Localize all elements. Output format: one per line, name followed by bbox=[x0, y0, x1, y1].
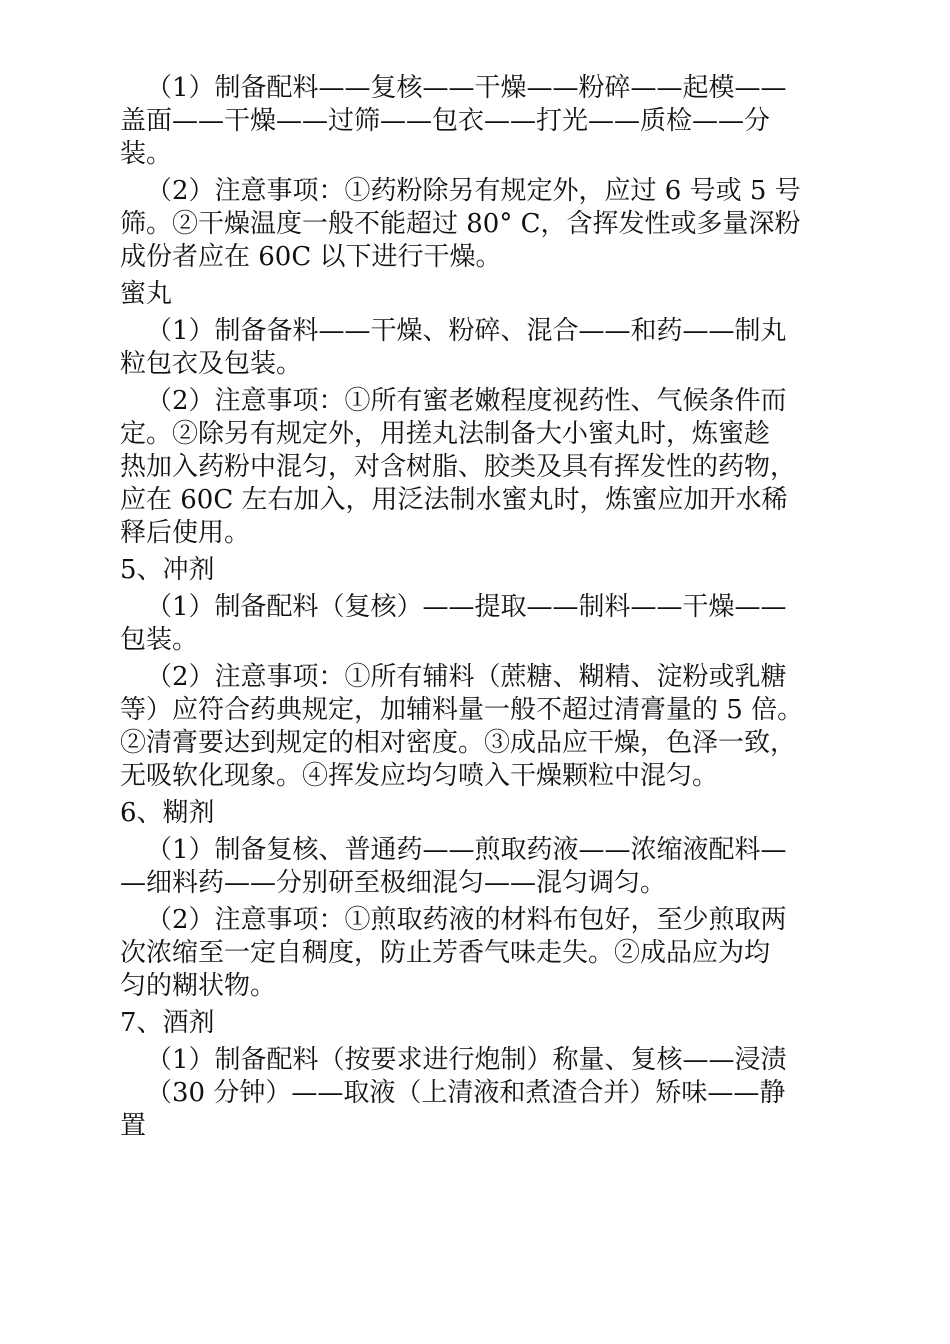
text-line: （1）制备配料——复核——干燥——粉碎——起模—— bbox=[146, 73, 787, 103]
document-body bbox=[120, 72, 820, 1147]
paragraph bbox=[120, 661, 820, 793]
paragraph bbox=[120, 175, 820, 274]
text-line: （2）注意事项：①药粉除另有规定外，应过 6 号或 5 号 bbox=[146, 176, 801, 206]
text-line: 定。②除另有规定外，用搓丸法制备大小蜜丸时，炼蜜趁 bbox=[120, 419, 771, 449]
text-line: 盖面——干燥——过筛——包衣——打光——质检——分 bbox=[120, 106, 771, 136]
text-line: （2）注意事项：①所有辅料（蔗糖、糊精、淀粉或乳糖 bbox=[146, 662, 787, 692]
paragraph bbox=[120, 904, 820, 1003]
text-line: 热加入药粉中混匀，对含树脂、胶类及具有挥发性的药物， bbox=[120, 452, 797, 482]
text-line: 粒包衣及包装。 bbox=[120, 349, 303, 379]
paragraph bbox=[120, 315, 820, 381]
text-line: （2）注意事项：①所有蜜老嫩程度视药性、气候条件而 bbox=[146, 386, 787, 416]
text-line: 应在 60C 左右加入，用泛法制水蜜丸时，炼蜜应加开水稀 bbox=[120, 485, 788, 515]
heading-text: 7、酒剂 bbox=[120, 1008, 215, 1038]
text-line: 无吸软化现象。④挥发应均匀喷入干燥颗粒中混匀。 bbox=[120, 761, 719, 791]
text-line: 匀的糊状物。 bbox=[120, 971, 277, 1001]
paragraph bbox=[120, 72, 820, 171]
paragraph bbox=[120, 591, 820, 657]
section-heading bbox=[120, 278, 820, 311]
text-line: 等）应符合药典规定，加辅料量一般不超过清膏量的 5 倍。 bbox=[120, 695, 804, 725]
text-line: （1）制备复核、普通药——煎取药液——浓缩液配料— bbox=[146, 835, 787, 865]
section-heading bbox=[120, 554, 820, 587]
heading-text: 蜜丸 bbox=[120, 279, 173, 309]
text-line: 筛。②干燥温度一般不能超过 80° C，含挥发性或多量深粉 bbox=[120, 209, 801, 239]
text-line: （30 分钟）——取液（上清液和煮渣合并）矫味——静 bbox=[146, 1078, 786, 1108]
text-line: （2）注意事项：①煎取药液的材料布包好，至少煎取两 bbox=[146, 905, 787, 935]
text-line: （1）制备配料（复核）——提取——制料——干燥—— bbox=[146, 592, 787, 622]
heading-text: 5、冲剂 bbox=[120, 555, 215, 585]
heading-text: 6、糊剂 bbox=[120, 798, 215, 828]
paragraph bbox=[120, 834, 820, 900]
text-line: 包装。 bbox=[120, 625, 199, 655]
text-line: 置 bbox=[120, 1111, 147, 1141]
text-line: （1）制备备料——干燥、粉碎、混合——和药——制丸 bbox=[146, 316, 787, 346]
paragraph bbox=[120, 1044, 820, 1143]
text-line: 次浓缩至一定自稠度，防止芳香气味走失。②成品应为均 bbox=[120, 938, 771, 968]
text-line: —细料药——分别研至极细混匀——混匀调匀。 bbox=[120, 868, 667, 898]
text-line: （1）制备配料（按要求进行炮制）称量、复核——浸渍 bbox=[146, 1045, 787, 1075]
section-heading bbox=[120, 1007, 820, 1040]
paragraph bbox=[120, 385, 820, 550]
text-line: ②清膏要达到规定的相对密度。③成品应干燥，色泽一致， bbox=[120, 728, 797, 758]
text-line: 装。 bbox=[120, 139, 173, 169]
text-line: 成份者应在 60C 以下进行干燥。 bbox=[120, 242, 502, 272]
section-heading bbox=[120, 797, 820, 830]
text-line: 释后使用。 bbox=[120, 518, 251, 548]
